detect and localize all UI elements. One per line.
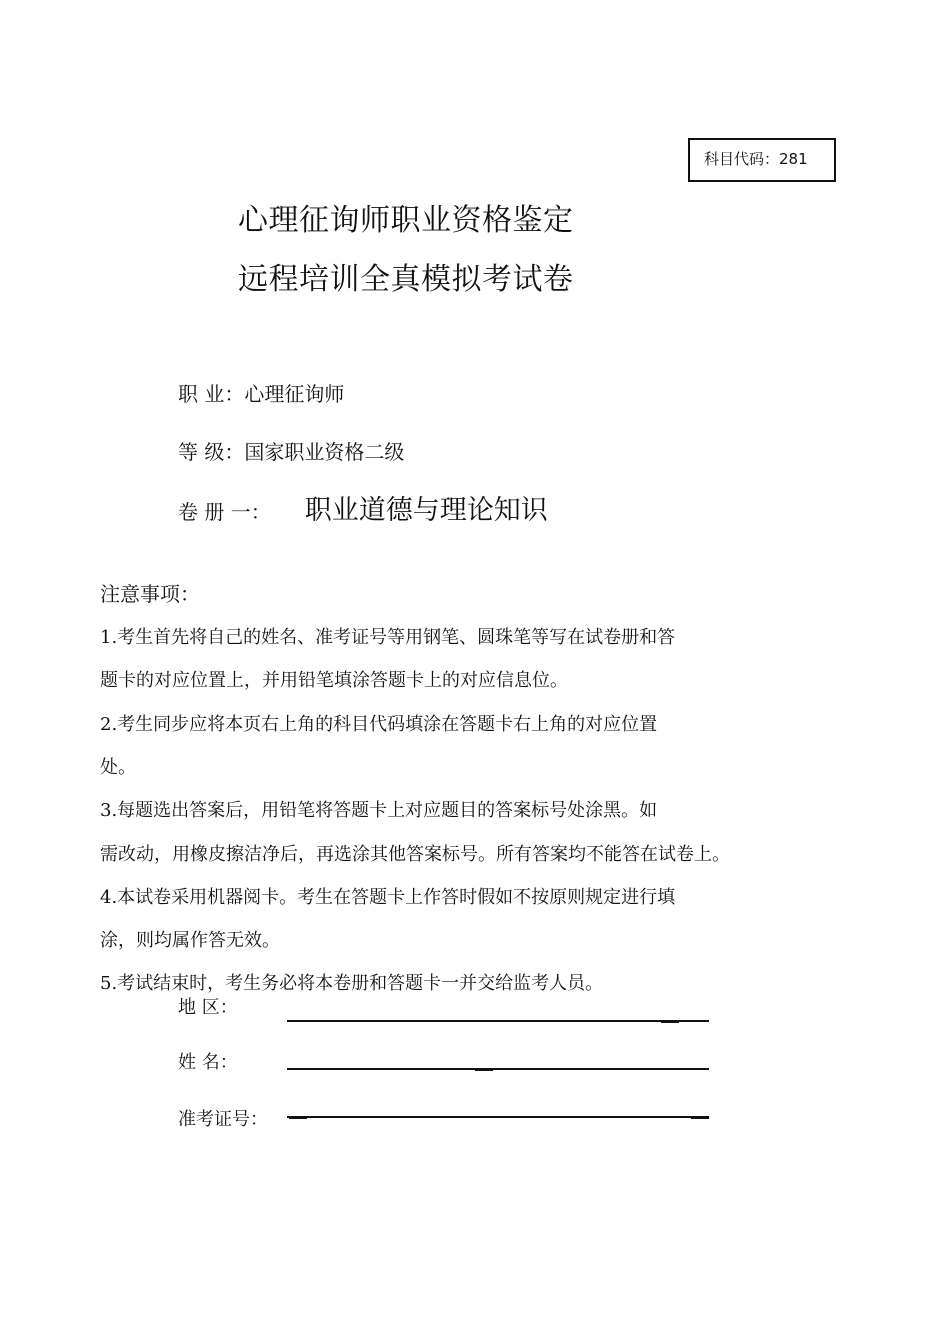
exam-title-line-2: 远程培训全真模拟考试卷 bbox=[238, 262, 574, 297]
level-label: 等 级： bbox=[178, 440, 245, 464]
job-value: 心理征询师 bbox=[244, 382, 345, 406]
note-line: 2.考生同步应将本页右上角的科目代码填涂在答题卡右上角的对应位置 bbox=[100, 714, 658, 735]
info-job-row bbox=[178, 378, 344, 407]
note-line: 需改动，用橡皮擦洁净后，再选涂其他答案标号。所有答案均不能答在试卷上。 bbox=[100, 844, 730, 865]
note-line: 涂，则均属作答无效。 bbox=[100, 930, 280, 951]
line-mark bbox=[289, 1116, 307, 1119]
exam-title-line-1: 心理征询师职业资格鉴定 bbox=[238, 203, 574, 238]
job-label: 职 业： bbox=[178, 382, 245, 406]
subject-code-box bbox=[688, 138, 836, 182]
area-label: 地 区： bbox=[178, 997, 238, 1018]
volume-label: 卷 册 一： bbox=[178, 500, 271, 524]
note-line: 处。 bbox=[100, 757, 136, 778]
note-line: 5.考试结束时，考生务必将本卷册和答题卡一并交给监考人员。 bbox=[100, 973, 604, 994]
info-level-row bbox=[178, 436, 404, 465]
line-mark bbox=[475, 1068, 493, 1071]
subject-code-text: 科目代码：281 bbox=[704, 150, 808, 168]
note-line: 题卡的对应位置上，并用铅笔填涂答题卡上的对应信息位。 bbox=[100, 670, 568, 691]
area-input-line[interactable] bbox=[287, 1020, 709, 1022]
line-mark bbox=[691, 1116, 709, 1119]
note-line: 1.考生首先将自己的姓名、准考证号等用钢笔、圆珠笔等写在试卷册和答 bbox=[100, 627, 676, 648]
exam-id-input-line[interactable] bbox=[287, 1116, 709, 1118]
note-line: 4.本试卷采用机器阅卡。考生在答题卡上作答时假如不按原则规定进行填 bbox=[100, 887, 676, 908]
note-line: 3.每题选出答案后，用铅笔将答题卡上对应题目的答案标号处涂黑。如 bbox=[100, 800, 658, 821]
level-value: 国家职业资格二级 bbox=[244, 440, 405, 464]
line-mark bbox=[661, 1020, 679, 1023]
info-volume-row bbox=[178, 488, 548, 527]
volume-value: 职业道德与理论知识 bbox=[304, 495, 548, 526]
name-label: 姓 名： bbox=[178, 1052, 238, 1073]
name-input-line[interactable] bbox=[287, 1068, 709, 1070]
notes-heading: 注意事项： bbox=[100, 582, 200, 606]
exam-id-label: 准考证号： bbox=[178, 1109, 268, 1130]
